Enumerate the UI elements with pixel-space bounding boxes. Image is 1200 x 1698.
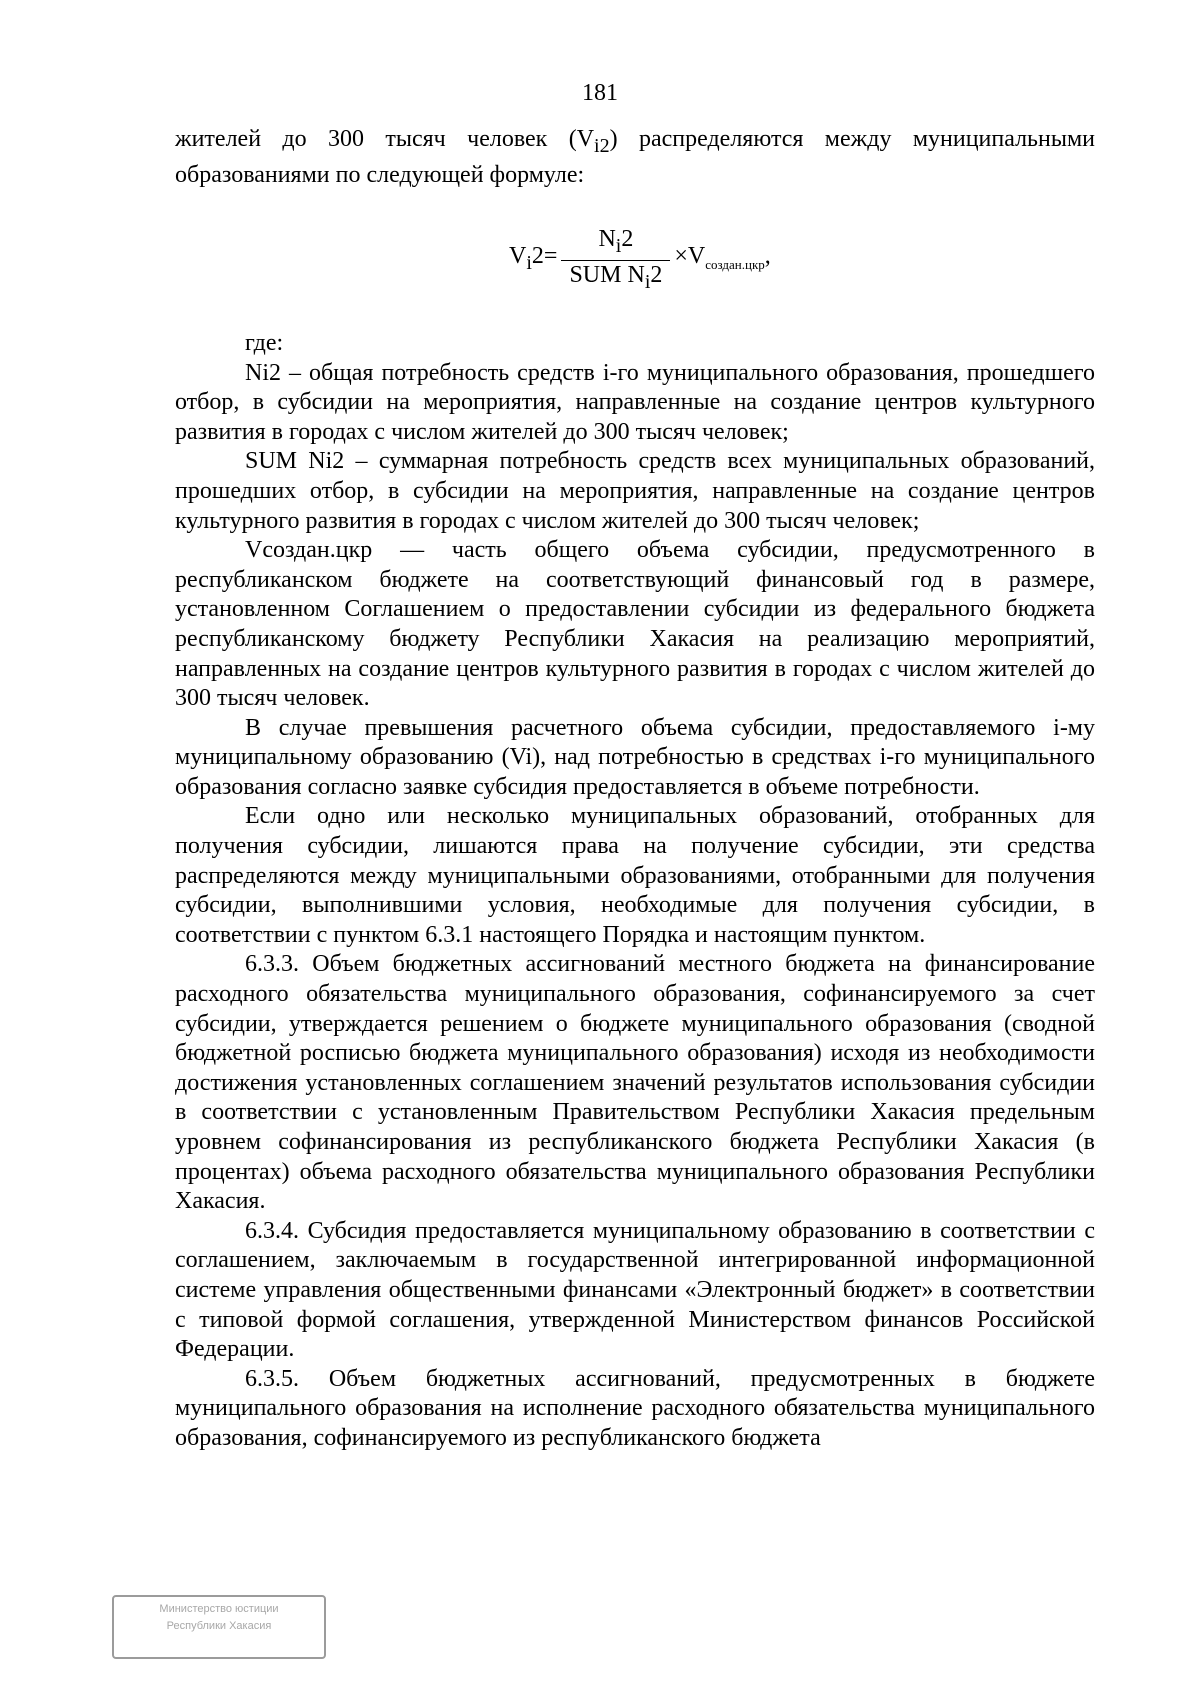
page-number: 181: [582, 80, 618, 106]
paragraph-excess: В случае превышения расчетного объема субсидии, предоставляемого i-му муниципальному образованию (Vi), над потребностью в средствах i-го муниципального образования согласно заявке субсидия предоставляется в объеме потребности.: [175, 714, 1095, 800]
intro-paragraph: жителей до 300 тысяч человек $(V_{i2})$ распределяются между муниципальными образованиями по следующей формуле:: [175, 126, 1096, 189]
formula-fraction: [561, 225, 670, 296]
definition-sum-ni2: SUM Ni2 – суммарная потребность средств всех муниципальных образований, прошедших отбор, в субсидии на мероприятия, направленные на создание центров культурного развития в городах с числом жителей до 300 тысяч человек;: [175, 448, 1095, 534]
definition-ni2: Ni2 – общая потребность средств i-го муниципального образования, прошедшего отбор, в субсидии на мероприятия, направленные на создание центров культурного развития в городах с числом жителей до 300 тысяч человек;: [175, 359, 1095, 445]
registration-stamp: Министерство юстиции Республики Хакасия: [112, 1595, 326, 1659]
paragraph-redistribution: Если одно или несколько муниципальных образований, отобранных для получения субсидии, лишаются права на получение субсидии, эти средства распределяются между муниципальными образованиями, отобранными для получения субсидии, выполнившими условия, необходимые для получения субсидии, в соответствии с пунктом 6.3.1 настоящего Порядка и настоящим пунктом.: [175, 803, 1095, 948]
definition-vsozdan: Vсоздан.цкр — часть общего объема субсидии, предусмотренного в республиканском бюджете на соответствующий финансовый год в размере, установленном Соглашением о предоставлении субсидии из федерального бюджета республиканскому бюджету Республики Хакасия на реализацию мероприятий, направленных на создание центров культурного развития в городах с числом жителей до 300 тысяч человек.: [175, 537, 1095, 712]
where-label: где:: [245, 329, 284, 356]
formula-multiplier: $\times V_{создан.цкр}$,: [674, 242, 771, 272]
paragraph-6-3-3: 6.3.3. Объем бюджетных ассигнований местного бюджета на финансирование расходного обязательства муниципального образования, софинансируемого за счет субсидии, утверждается решением о бюджете муниципального образования (сводной бюджетной росписью бюджета муниципального образования) исходя из необходимости достижения установленных соглашением значений результатов использования субсидии в соответствии с установленным Правительством Республики Хакасия предельным уровнем софинансирования из республиканского бюджета Республики Хакасия (в процентах) объема расходного обязательства муниципального образования Республики Хакасия.: [175, 951, 1095, 1215]
paragraph-6-3-4: 6.3.4. Субсидия предоставляется муниципальному образованию в соответствии с соглашением, заключаемым в государственной интегрированной информационной системе управления общественными финансами «Электронный бюджет» в соответствии с типовой формой соглашения, утвержденной Министерством финансов Российской Федерации.: [175, 1217, 1095, 1363]
formula-numerator: $N_i2$: [598, 225, 634, 257]
formula-denominator: SUM $N_i2$: [569, 261, 663, 293]
formula: [175, 191, 1095, 329]
document-body: [175, 125, 1095, 1454]
paragraph-6-3-5: 6.3.5. Объем бюджетных ассигнований, предусмотренных в бюджете муниципального образования на исполнение расходного обязательства муниципального образования, софинансируемого из республиканского бюджета: [175, 1365, 1095, 1451]
formula-lhs: $V_i2=$: [509, 243, 558, 274]
